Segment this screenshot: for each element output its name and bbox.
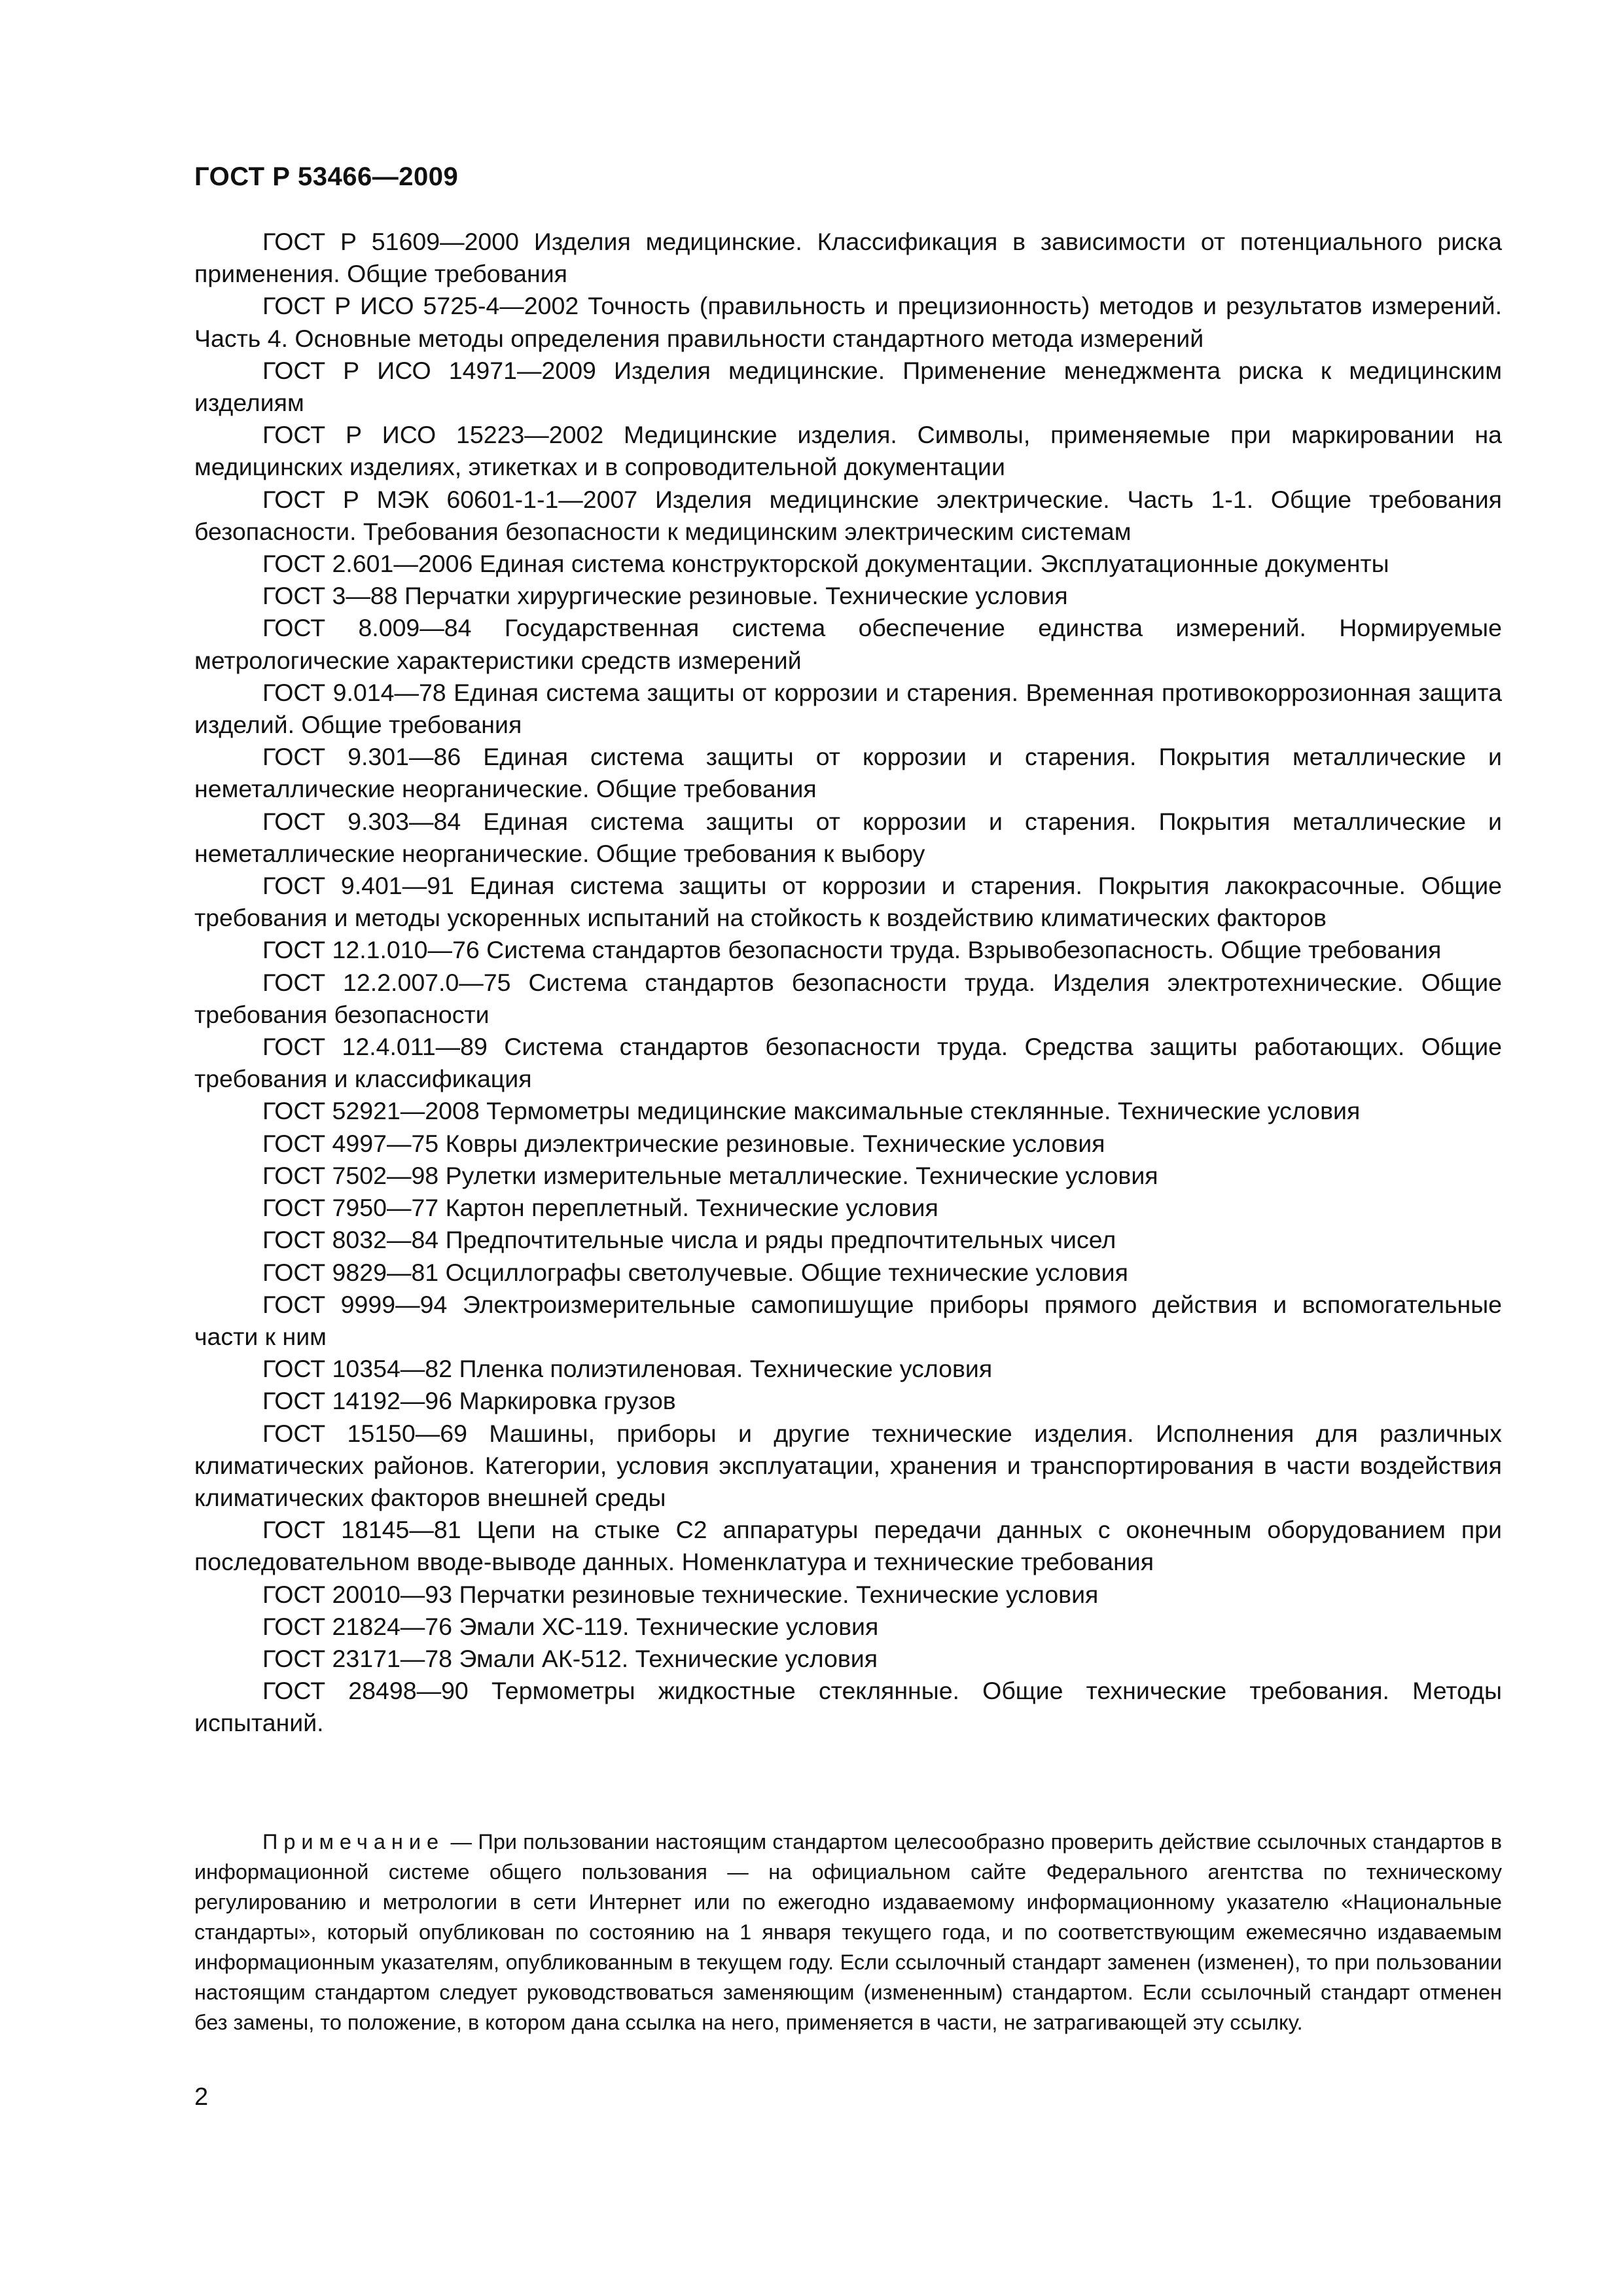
reference-title: Пленка полиэтиленовая. Технические условия [459, 1355, 993, 1383]
reference-title: Перчатки хирургические резиновые. Технические условия [404, 582, 1068, 610]
reference-title: Ковры диэлектрические резиновые. Технические условия [445, 1129, 1105, 1157]
reference-item [194, 1289, 1502, 1353]
reference-code: ГОСТ 52921—2008 [262, 1097, 480, 1125]
reference-title: Эмали АК-512. Технические условия [459, 1644, 878, 1672]
document-header: ГОСТ Р 53466—2009 [194, 162, 459, 191]
reference-item [194, 1353, 1502, 1385]
reference-code: ГОСТ 20010—93 [262, 1580, 453, 1608]
reference-code: ГОСТ 21824—76 [262, 1612, 453, 1640]
reference-code: ГОСТ 9999—94 [262, 1290, 448, 1318]
reference-code: ГОСТ 9.303—84 [262, 807, 461, 835]
note-label: Примечание [262, 1830, 445, 1854]
reference-item [194, 870, 1502, 934]
reference-title: Цепи на стыке С2 аппаратуры передачи данных с оконечным оборудованием при последовательном вводе-выводе данных. Номенклатура и технические требования [194, 1516, 1502, 1576]
reference-item [194, 1385, 1502, 1417]
reference-item [194, 290, 1502, 354]
reference-item [194, 677, 1502, 741]
reference-title: Изделия медицинские электрические. Часть 1-1. Общие требования безопасности. Требования безопасности к медицинским электрическим системам [194, 485, 1502, 545]
normative-references-list [194, 226, 1502, 1740]
reference-item [194, 1514, 1502, 1578]
reference-title: Система стандартов безопасности труда. Средства защиты работающих. Общие требования и классификация [194, 1033, 1502, 1093]
note-paragraph [194, 1827, 1502, 2037]
reference-title: Термометры медицинские максимальные стеклянные. Технические условия [486, 1097, 1361, 1125]
reference-title: Картон переплетный. Технические условия [445, 1194, 938, 1222]
reference-code: ГОСТ Р ИСО 15223—2002 [262, 421, 604, 449]
reference-title: Рулетки измерительные металлические. Технические условия [445, 1161, 1158, 1189]
reference-title: Электроизмерительные самопишущие приборы прямого действия и вспомогательные части к ним [194, 1290, 1502, 1350]
reference-title: Единая система конструкторской документации. Эксплуатационные документы [479, 550, 1389, 578]
reference-code: ГОСТ 9.014—78 [262, 678, 446, 706]
reference-item [194, 580, 1502, 612]
reference-code: ГОСТ 12.4.011—89 [262, 1033, 488, 1061]
reference-code: ГОСТ 8032—84 [262, 1226, 439, 1254]
reference-code: ГОСТ 12.2.007.0—75 [262, 968, 511, 996]
reference-title: Предпочтительные числа и ряды предпочтительных чисел [445, 1226, 1116, 1254]
reference-title: Эмали ХС-119. Технические условия [459, 1612, 879, 1640]
reference-code: ГОСТ 12.1.010—76 [262, 936, 480, 964]
reference-code: ГОСТ 28498—90 [262, 1677, 469, 1705]
reference-item [194, 419, 1502, 483]
reference-item [194, 1031, 1502, 1095]
reference-code: ГОСТ 9.301—86 [262, 743, 461, 771]
reference-title: Осциллографы светолучевые. Общие технические условия [445, 1258, 1128, 1286]
reference-title: Машины, приборы и другие технические изделия. Исполнения для различных климатических районов. Категории, условия эксплуатации, хранения и транспортирования в части воздействия климатических факторов внешней среды [194, 1419, 1502, 1511]
reference-item [194, 1192, 1502, 1224]
reference-title: Государственная система обеспечение единства измерений. Нормируемые метрологические характеристики средств измерений [194, 614, 1502, 674]
note-text: — При пользовании настоящим стандартом целесообразно проверить действие ссылочных стандартов в информационной системе общего пользования — на официальном сайте Федерального агентства по техническому регулированию и метрологии в сети Интернет или по ежегодно издаваемому информационному указателю «Национальные стандарты», который опубликован по состоянию на 1 января текущего года, и по соответствующим ежемесячно издаваемым информационным указателям, опубликованным в текущем году. Если ссылочный стандарт заменен (изменен), то при пользовании настоящим стандартом следует руководствоваться заменяющим (измененным) стандартом. Если ссылочный стандарт отменен без замены, то положение, в котором дана ссылка на него, применяется в части, не затрагивающей эту ссылку. [194, 1830, 1502, 2034]
reference-title: Медицинские изделия. Символы, применяемые при маркировании на медицинских изделиях, этикетках и в сопроводительной документации [194, 421, 1503, 481]
reference-item [194, 1418, 1502, 1515]
reference-item [194, 612, 1502, 676]
reference-title: Единая система защиты от коррозии и старения. Покрытия металлические и неметаллические неорганические. Общие требования к выбору [194, 807, 1503, 867]
reference-item [194, 934, 1502, 966]
reference-title: Точность (правильность и прецизионность) методов и результатов измерений. Часть 4. Основные методы определения правильности стандартного метода измерений [194, 292, 1503, 352]
reference-code: ГОСТ Р ИСО 5725-4—2002 [262, 292, 579, 320]
reference-title: Единая система защиты от коррозии и старения. Покрытия лакокрасочные. Общие требования и методы ускоренных испытаний на стойкость к воздействию климатических факторов [194, 872, 1502, 932]
reference-title: Термометры жидкостные стеклянные. Общие технические требования. Методы испытаний. [194, 1677, 1503, 1737]
reference-item [194, 1224, 1502, 1256]
reference-code: ГОСТ Р ИСО 14971—2009 [262, 356, 596, 384]
reference-title: Единая система защиты от коррозии и старения. Покрытия металлические и неметаллические неорганические. Общие требования [194, 743, 1503, 803]
reference-code: ГОСТ 7950—77 [262, 1194, 439, 1222]
reference-title: Единая система защиты от коррозии и старения. Временная противокоррозионная защита изделий. Общие требования [194, 678, 1502, 739]
reference-item [194, 1160, 1502, 1192]
reference-code: ГОСТ 8.009—84 [262, 614, 472, 642]
reference-code: ГОСТ 15150—69 [262, 1419, 467, 1447]
reference-item [194, 806, 1502, 870]
reference-item [194, 484, 1502, 548]
reference-item [194, 741, 1502, 805]
reference-code: ГОСТ 14192—96 [262, 1387, 453, 1415]
reference-code: ГОСТ 7502—98 [262, 1161, 439, 1189]
reference-item [194, 355, 1502, 419]
page-number: 2 [194, 2083, 209, 2111]
reference-item [194, 1579, 1502, 1611]
reference-code: ГОСТ 9.401—91 [262, 872, 454, 900]
reference-title: Система стандартов безопасности труда. Взрывобезопасность. Общие требования [486, 936, 1442, 964]
reference-item [194, 967, 1502, 1031]
reference-title: Маркировка грузов [459, 1387, 676, 1415]
reference-item [194, 1675, 1502, 1739]
reference-title: Система стандартов безопасности труда. Изделия электротехнические. Общие требования безопасности [194, 968, 1502, 1028]
reference-item [194, 226, 1502, 290]
reference-code: ГОСТ Р 51609—2000 [262, 228, 520, 255]
reference-item [194, 1095, 1502, 1127]
reference-item [194, 1643, 1502, 1675]
reference-code: ГОСТ 18145—81 [262, 1516, 461, 1544]
reference-item [194, 548, 1502, 580]
reference-title: Перчатки резиновые технические. Технические условия [459, 1580, 1099, 1608]
reference-code: ГОСТ 23171—78 [262, 1644, 453, 1672]
reference-code: ГОСТ 3—88 [262, 582, 398, 610]
reference-code: ГОСТ 4997—75 [262, 1129, 439, 1157]
reference-code: ГОСТ 10354—82 [262, 1355, 453, 1383]
reference-item [194, 1128, 1502, 1160]
reference-title: Изделия медицинские. Применение менеджмента риска к медицинским изделиям [194, 356, 1503, 417]
reference-item [194, 1611, 1502, 1643]
reference-code: ГОСТ Р МЭК 60601-1-1—2007 [262, 485, 638, 513]
reference-code: ГОСТ 9829—81 [262, 1258, 439, 1286]
reference-item [194, 1257, 1502, 1289]
reference-title: Изделия медицинские. Классификация в зависимости от потенциального риска применения. Общие требования [194, 228, 1502, 288]
reference-code: ГОСТ 2.601—2006 [262, 550, 473, 578]
